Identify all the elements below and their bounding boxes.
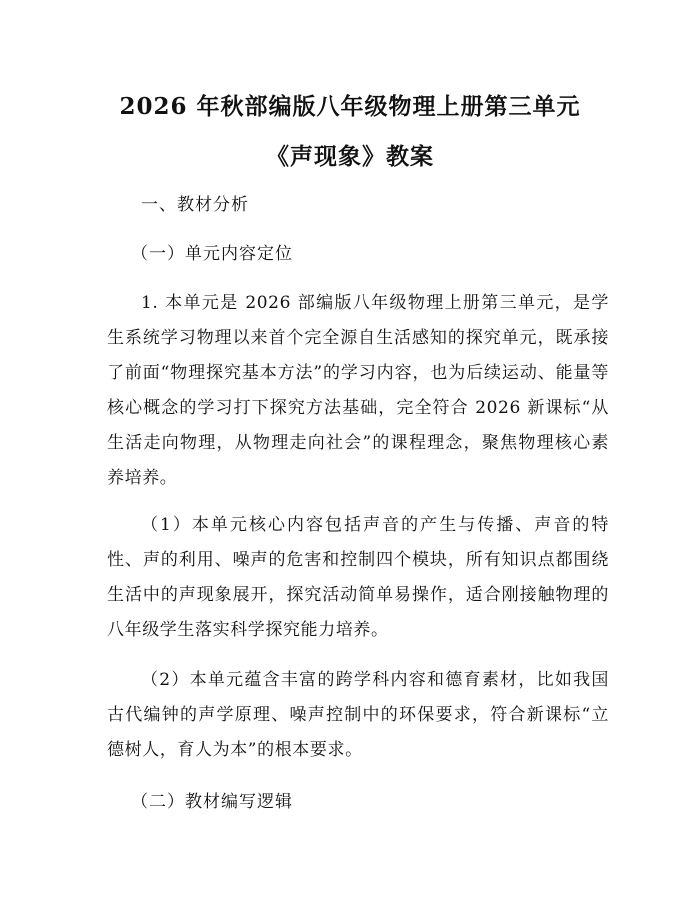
- paragraph-interdisciplinary: （2）本单元蕴含丰富的跨学科内容和德育素材，比如我国古代编钟的声学原理、噪声控制中的环保要求，符合新课标“立德树人，育人为本”的根本要求。: [107, 670, 609, 760]
- document-title-line2: 《声现象》教案: [266, 143, 434, 170]
- subsection-heading-writing-logic: （二）教材编写逻辑: [131, 792, 293, 812]
- section-heading-textbook-analysis: 一、教材分析: [141, 195, 249, 215]
- document-title-line1: 2026 年秋部编版八年级物理上册第三单元: [119, 93, 581, 120]
- subsection-heading-unit-positioning: （一）单元内容定位: [131, 244, 293, 264]
- paragraph-core-content: （1）本单元核心内容包括声音的产生与传播、声音的特性、声的利用、噪声的危害和控制四个模块，所有知识点都围绕生活中的声现象展开，探究活动简单易操作，适合刚接触物理的八年级学生落实科学探究能力培养。: [107, 515, 609, 640]
- paragraph-unit-overview: 1. 本单元是 2026 部编版八年级物理上册第三单元，是学生系统学习物理以来首个完全源自生活感知的探究单元，既承接了前面“物理探究基本方法”的学习内容，也为后续运动、能量等核心概念的学习打下探究方法基础，完全符合 2026 新课标“从生活走向物理，从物理走向社会”的课程理念，聚焦物理核心素养培养。: [107, 293, 609, 488]
